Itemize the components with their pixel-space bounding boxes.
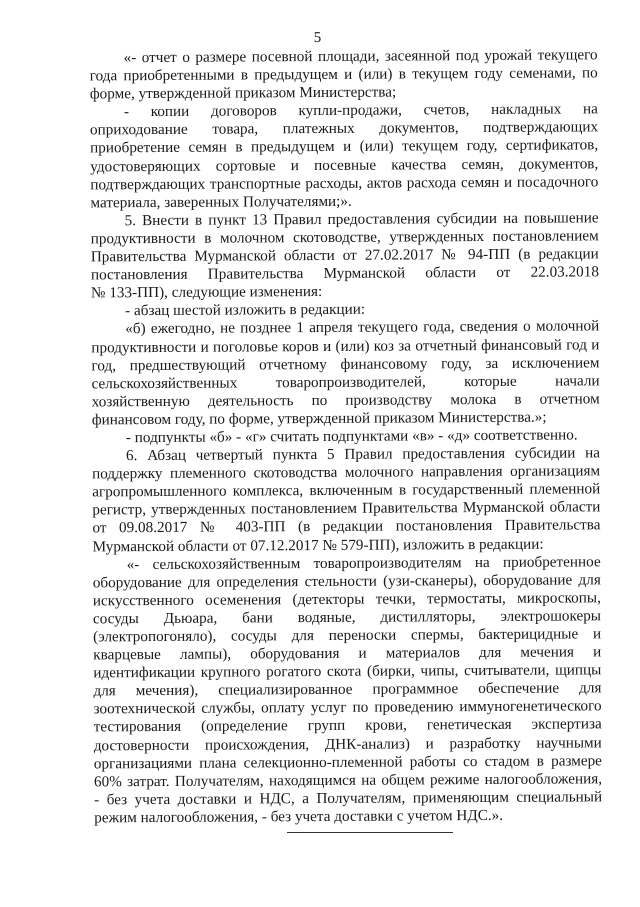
text-line: «б) ежегодно, не позднее 1 апреля текущего года, сведения о молочной bbox=[125, 317, 600, 338]
text-line: подтверждающих транспортные расходы, актов расхода семян и посадочного bbox=[90, 172, 599, 194]
text-line: год, предшествующий отчетному финансовому году, за исключением bbox=[91, 353, 600, 374]
text-line: достоверности происхождения, ДНК-анализ) и разработку научными bbox=[93, 733, 602, 754]
text-line: «- сельскохозяйственным товаропроизводителям на приобретенное bbox=[126, 552, 601, 573]
text-line: режим налогообложения, - без учета доставки с учетом НДС.». bbox=[94, 806, 504, 827]
text-line: сельскохозяйственных товаропроизводителей, которые начали bbox=[91, 371, 600, 393]
text-line: продуктивности в молочном скотоводстве, утвержденных постановлением bbox=[90, 227, 599, 248]
text-line: года приобретенными в предыдущем и (или) в текущем году семенами, по bbox=[89, 64, 598, 85]
text-line: приобретение семян в предыдущем и (или) текущем году, сертификатов, bbox=[90, 136, 599, 157]
text-line: регистр, утвержденных постановлением Правительства Мурманской области bbox=[92, 498, 601, 519]
text-line: тестирования (определение групп крови, генетическая экспертиза bbox=[93, 715, 602, 736]
text-line: форме, утвержденной приказом Министерства; bbox=[89, 83, 397, 103]
text-line: поддержку племенного скотоводства молочного направления организациям bbox=[92, 462, 601, 483]
text-line: идентификации крупного рогатого скота (бирки, чипы, считыватели, щипцы bbox=[93, 661, 602, 682]
text-line: Правительства Мурманской области от 27.02.2017 № 94-ПП (в редакции bbox=[90, 245, 599, 266]
text-line: - подпункты «б» - «г» считать подпунктами «в» - «д» соответственно. bbox=[125, 426, 578, 447]
text-line: «- отчет о размере посевной площади, засеянной под урожай текущего bbox=[123, 46, 598, 67]
document-body bbox=[90, 46, 603, 827]
text-line: 60% затрат. Получателям, находящимся на общем режиме налогообложения, bbox=[93, 770, 603, 791]
text-line: искусственного осеменения (детекторы течки, термостаты, микроскопы, bbox=[92, 589, 601, 610]
text-line: - без учета доставки и НДС, а Получателям, применяющим специальный bbox=[94, 788, 603, 809]
text-line: - абзац шестой изложить в редакции: bbox=[125, 301, 366, 320]
text-line: агропромышленного комплекса, включенным в государственный племенной bbox=[92, 480, 601, 501]
text-line: 5. Внести в пункт 13 Правил предоставления субсидии на повышение bbox=[124, 209, 599, 230]
text-line: зоотехнической службы, оплату услуг по проведению иммуногенетического bbox=[93, 697, 602, 718]
text-line: удостоверяющих сортовые и посевные качества семян, документов, bbox=[90, 154, 599, 175]
text-line: от 09.08.2017 № 403-ПП (в редакции постановления Правительства bbox=[92, 516, 601, 537]
text-line: для мечения), специализированное программное обеспечение для bbox=[93, 679, 602, 700]
text-line: материала, заверенных Получателями;». bbox=[90, 192, 352, 212]
text-line: сосуды Дьюара, бани водяные, дистилляторы, электрошокеры bbox=[92, 607, 602, 628]
text-line: № 133-ПП), следующие изменения: bbox=[90, 283, 323, 302]
text-line: хозяйственную деятельность по производству молока в отчетном bbox=[91, 390, 600, 411]
text-line: финансовом году, по форме, утвержденной приказом Министерства.»; bbox=[91, 408, 547, 429]
text-line: постановления Правительства Мурманской области от 22.03.2018 bbox=[90, 263, 599, 284]
text-line: - копии договоров купли-продажи, счетов, накладных на bbox=[123, 100, 598, 121]
text-line: оприходование товара, платежных документов, подтверждающих bbox=[89, 118, 599, 139]
text-line: кварцевые лампы), оборудования и материалов для мечения и bbox=[93, 643, 602, 664]
text-line: продуктивности и поголовье коров и (или) коз за отчетный финансовый год и bbox=[91, 335, 600, 356]
text-line: 6. Абзац четвертый пункта 5 Правил предоставления субсидии на bbox=[125, 444, 601, 465]
text-line: (электропогоняло), сосуды для переноски спермы, бактерицидные и bbox=[93, 625, 602, 646]
page-number: 5 bbox=[313, 29, 322, 47]
text-line: оборудование для определения стельности (узи-сканеры), оборудование для bbox=[92, 571, 601, 592]
text-line: организациями плана селекционно-племенной работы со стадом в размере bbox=[93, 751, 602, 773]
text-line: Мурманской области от 07.12.2017 № 579-ПП), изложить в редакции: bbox=[92, 535, 544, 555]
separator-line bbox=[287, 832, 453, 833]
